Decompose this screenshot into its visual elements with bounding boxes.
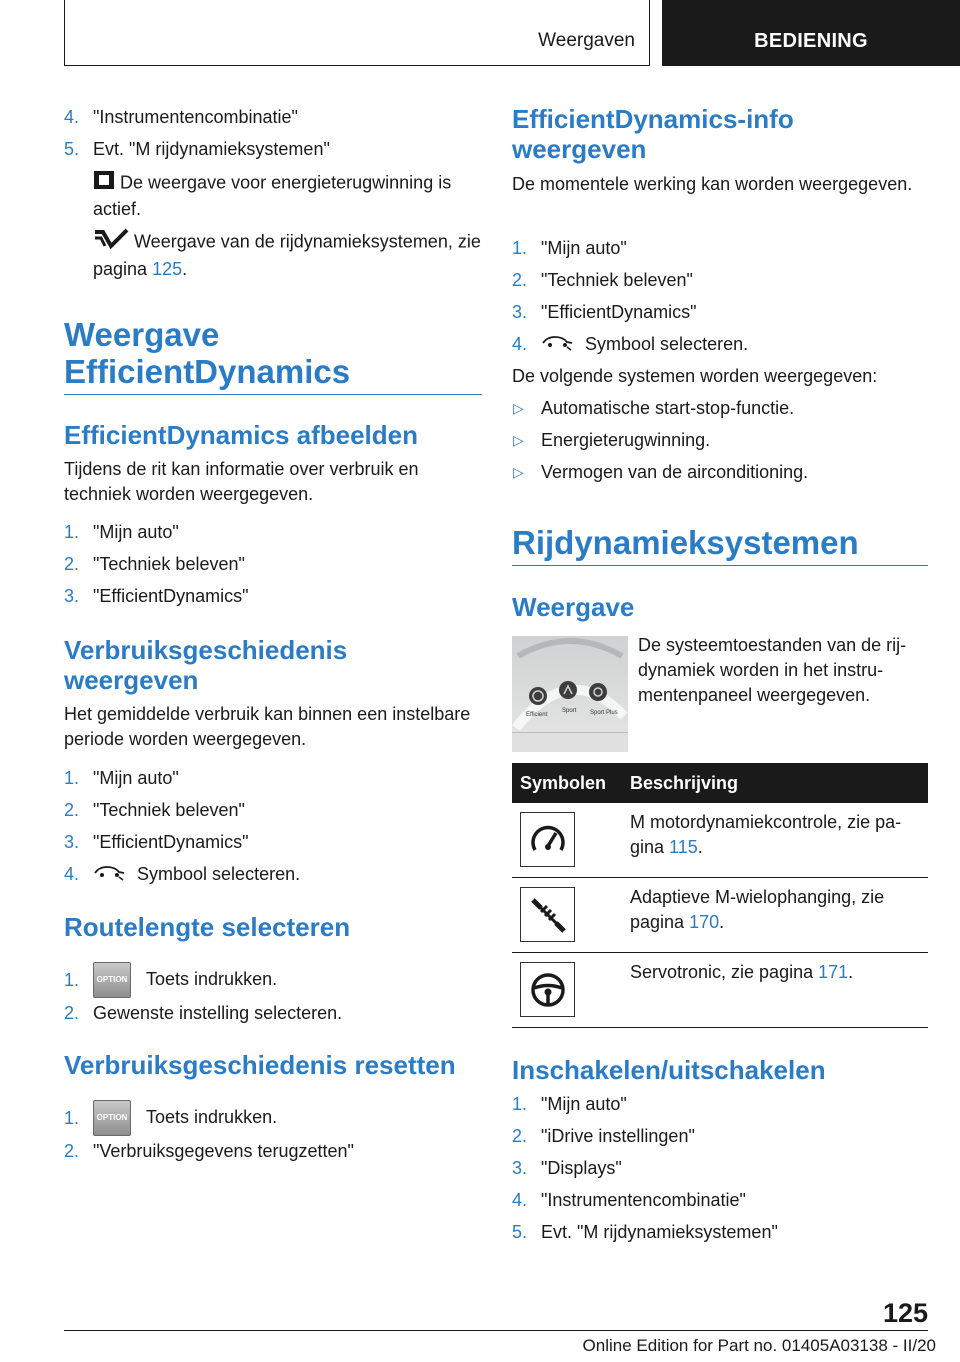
- section-intro: Het gemiddelde verbruik kan binnen een instelbare periode worden weergegeven.: [64, 704, 471, 749]
- heading-rule: [64, 394, 482, 395]
- steering-wheel-icon: [520, 962, 575, 1017]
- header-section-title: Weergaven: [538, 30, 635, 51]
- table-row: M motordynamiekcontrole, zie pagina 115.: [512, 803, 928, 878]
- page-link[interactable]: 170: [689, 912, 720, 932]
- section-heading: EfficientDynamics-info weergeven: [512, 104, 794, 164]
- dynamics-flag-icon: [93, 228, 129, 257]
- systems-intro: De volgende systemen worden weergegeven:: [512, 366, 878, 386]
- weergave-text: De systeemtoestanden van de rijdynamiek worden in het instrumentenpaneel weergegeven.: [638, 635, 907, 705]
- shock-absorber-icon: [520, 887, 575, 942]
- option-button[interactable]: OPTION: [93, 962, 131, 998]
- page-number: 125: [882, 1298, 928, 1328]
- note-energy-recovery: De weergave voor energieterugwinning is actief.: [93, 170, 482, 222]
- dashboard-image: [512, 636, 628, 752]
- header-frame: [64, 0, 650, 66]
- chapter-title: BEDIENING: [754, 30, 868, 52]
- car-symbol-icon: [93, 863, 127, 887]
- dash-label: Sport: [562, 708, 577, 714]
- dash-label: Efficient: [526, 712, 548, 718]
- table-row: Adaptieve M-wielophanging, zie pagina 170.: [512, 878, 928, 953]
- section-intro: De momentele werking kan worden weergegeven.: [512, 174, 913, 194]
- page-link[interactable]: 115: [669, 837, 698, 857]
- main-heading-rijdynamieksystemen: Rijdynamieksystemen: [512, 524, 859, 561]
- section-heading: Weergave: [512, 592, 635, 622]
- note-driving-dynamics: Weergave van de rijdynamieksystemen, zie pagina 125.: [93, 228, 482, 282]
- heading-rule: [512, 565, 928, 566]
- table-header: Symbolen Beschrijving: [512, 763, 928, 803]
- section-heading: Routelengte selecteren: [64, 912, 351, 942]
- main-heading-efficientdynamics: Weergave EfficientDynamics: [64, 316, 351, 390]
- car-symbol-icon: [541, 333, 575, 357]
- section-heading: Verbruiksgeschiedenis weergeven: [64, 635, 348, 695]
- page-link[interactable]: 171: [818, 962, 849, 982]
- square-indicator-icon: [93, 170, 115, 197]
- footer-rule: [64, 1330, 928, 1331]
- section-heading: Verbruiksgeschiedenis resetten: [64, 1050, 456, 1080]
- gauge-icon: [520, 812, 575, 867]
- option-button[interactable]: OPTION: [93, 1100, 131, 1136]
- table-row: Servotronic, zie pagina 171.: [512, 953, 928, 1028]
- section-intro: Tijdens de rit kan informatie over verbruik en techniek worden weergegeven.: [64, 459, 419, 504]
- edition-footer: Online Edition for Part no. 01405A03138 - II/20: [582, 1336, 936, 1355]
- header-chapter-tab: [662, 0, 960, 66]
- dash-label: Sport Plus: [590, 710, 618, 716]
- section-heading: EfficientDynamics afbeelden: [64, 420, 418, 450]
- page-link[interactable]: 125: [152, 259, 183, 279]
- section-heading: Inschakelen/uitschakelen: [512, 1055, 826, 1085]
